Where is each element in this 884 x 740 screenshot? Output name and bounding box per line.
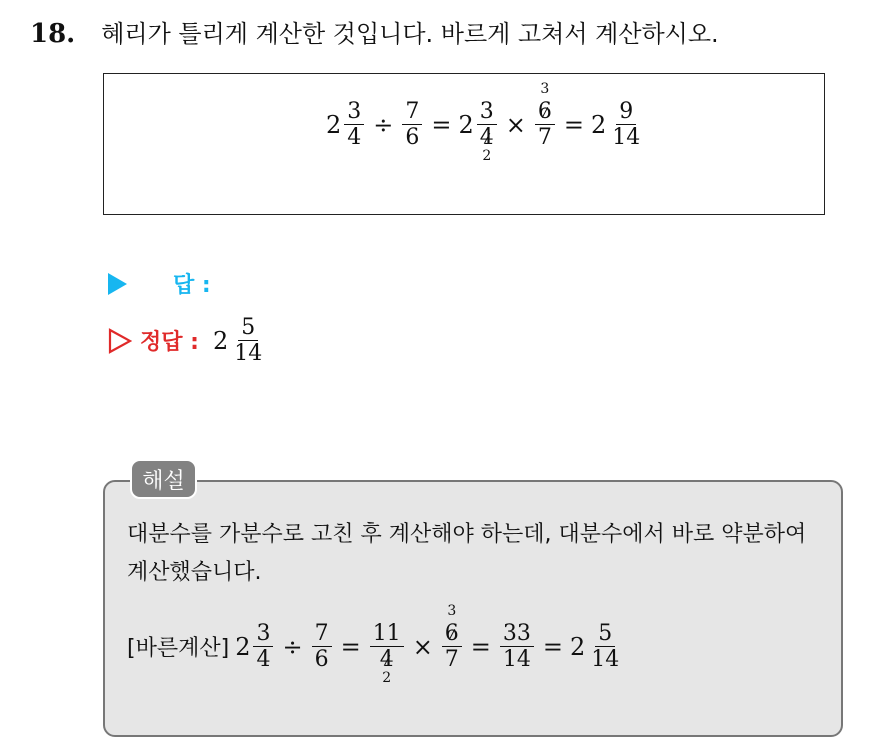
cancel-result-numerator: 3: [540, 81, 550, 98]
result-denominator: 14: [612, 125, 641, 151]
mixed1-denominator: 4: [347, 125, 362, 151]
sol-m1-numerator: 3: [253, 622, 273, 647]
result-numerator: 9: [616, 100, 636, 125]
correct-denominator: 14: [234, 341, 263, 367]
sol-f2-denominator: 6: [314, 647, 329, 673]
sol-f3-fraction: [370, 621, 404, 687]
fraction4: [535, 81, 555, 151]
equals-sign: =: [431, 110, 452, 139]
sol-m1-denominator: 4: [256, 647, 271, 673]
correct-calculation: [127, 603, 624, 687]
fraction2-numerator: 7: [402, 100, 422, 125]
solution-explanation: 대분수를 가분수로 고친 후 계산해야 하는데, 대분수에서 바로 약분하여 계산했습니다.: [127, 522, 807, 585]
cancelled-denominator: 4: [479, 125, 494, 151]
sol-cancelled-denominator: 4: [379, 647, 394, 673]
sol-f5-fraction: [500, 622, 534, 671]
fraction2: [402, 100, 422, 149]
mixed3-numerator: 3: [477, 100, 497, 125]
mixed3-denominator: [477, 125, 497, 165]
cancelled-numerator: 6: [537, 99, 552, 124]
sol-f5-denominator: 14: [502, 647, 531, 673]
equals-sign: =: [470, 632, 491, 661]
correct-answer-value: [213, 316, 267, 365]
correct-answer-label: 정답 :: [140, 330, 199, 356]
problem-box: [103, 73, 825, 215]
mixed1-numerator: 3: [344, 100, 364, 125]
sol-f4-numerator: [442, 603, 462, 647]
outline-triangle-icon: [108, 328, 132, 354]
sol-f2-numerator: 7: [312, 622, 332, 647]
equals-sign: =: [340, 632, 361, 661]
sol-m6-fraction: [588, 622, 622, 671]
sol-m6-whole: 2: [570, 632, 586, 661]
calc-label: [바른계산]: [127, 636, 230, 662]
correct-numerator: 5: [238, 316, 258, 341]
correct-fraction: [231, 316, 265, 365]
solution-tag: 해설: [130, 459, 197, 499]
times-sign: ×: [505, 110, 526, 139]
question-text: 혜리가 틀리게 계산한 것입니다. 바르게 고쳐서 계산하시오.: [101, 20, 719, 48]
fraction2-denominator: 6: [405, 125, 420, 151]
mixed3-whole: 2: [458, 110, 474, 139]
sol-m6-denominator: 14: [591, 647, 620, 673]
equals-sign: =: [542, 632, 564, 661]
sol-cancelled-numerator: 6: [444, 621, 459, 646]
divide-sign: ÷: [282, 632, 303, 661]
divide-sign: ÷: [373, 110, 394, 139]
sol-cancel-result-numerator: 3: [447, 603, 457, 620]
sol-m6-numerator: 5: [595, 622, 615, 647]
answer-row: [108, 268, 211, 299]
times-sign: ×: [412, 632, 433, 661]
question-header: [30, 14, 719, 49]
mixed1-fraction: [344, 100, 364, 149]
wrong-calculation: [326, 81, 645, 165]
sol-f5-numerator: 33: [500, 622, 534, 647]
question-number: 18.: [30, 19, 76, 49]
mixed1-whole: 2: [326, 110, 342, 139]
result-whole: 2: [591, 110, 607, 139]
sol-m1-whole: 2: [235, 632, 251, 661]
fraction4-numerator: [535, 81, 555, 125]
correct-whole: 2: [212, 326, 229, 355]
sol-m1-fraction: [253, 622, 273, 671]
filled-triangle-icon: [108, 273, 127, 295]
mixed3-fraction: [477, 99, 497, 165]
answer-label: 답 :: [173, 273, 211, 298]
cancel-result-denominator: 2: [482, 148, 492, 165]
sol-f3-denominator: [377, 647, 397, 687]
sol-f3-numerator: 11: [370, 622, 404, 647]
result-fraction: [609, 100, 643, 149]
sol-f4-fraction: [442, 603, 462, 673]
sol-cancel-result-denominator: 2: [382, 670, 392, 687]
fraction4-denominator: 7: [537, 125, 552, 151]
sol-f2-fraction: [312, 622, 332, 671]
correct-answer-row: [108, 316, 267, 365]
sol-f4-denominator: 7: [444, 647, 459, 673]
solution-box: [103, 480, 843, 737]
equals-sign: =: [563, 110, 584, 139]
